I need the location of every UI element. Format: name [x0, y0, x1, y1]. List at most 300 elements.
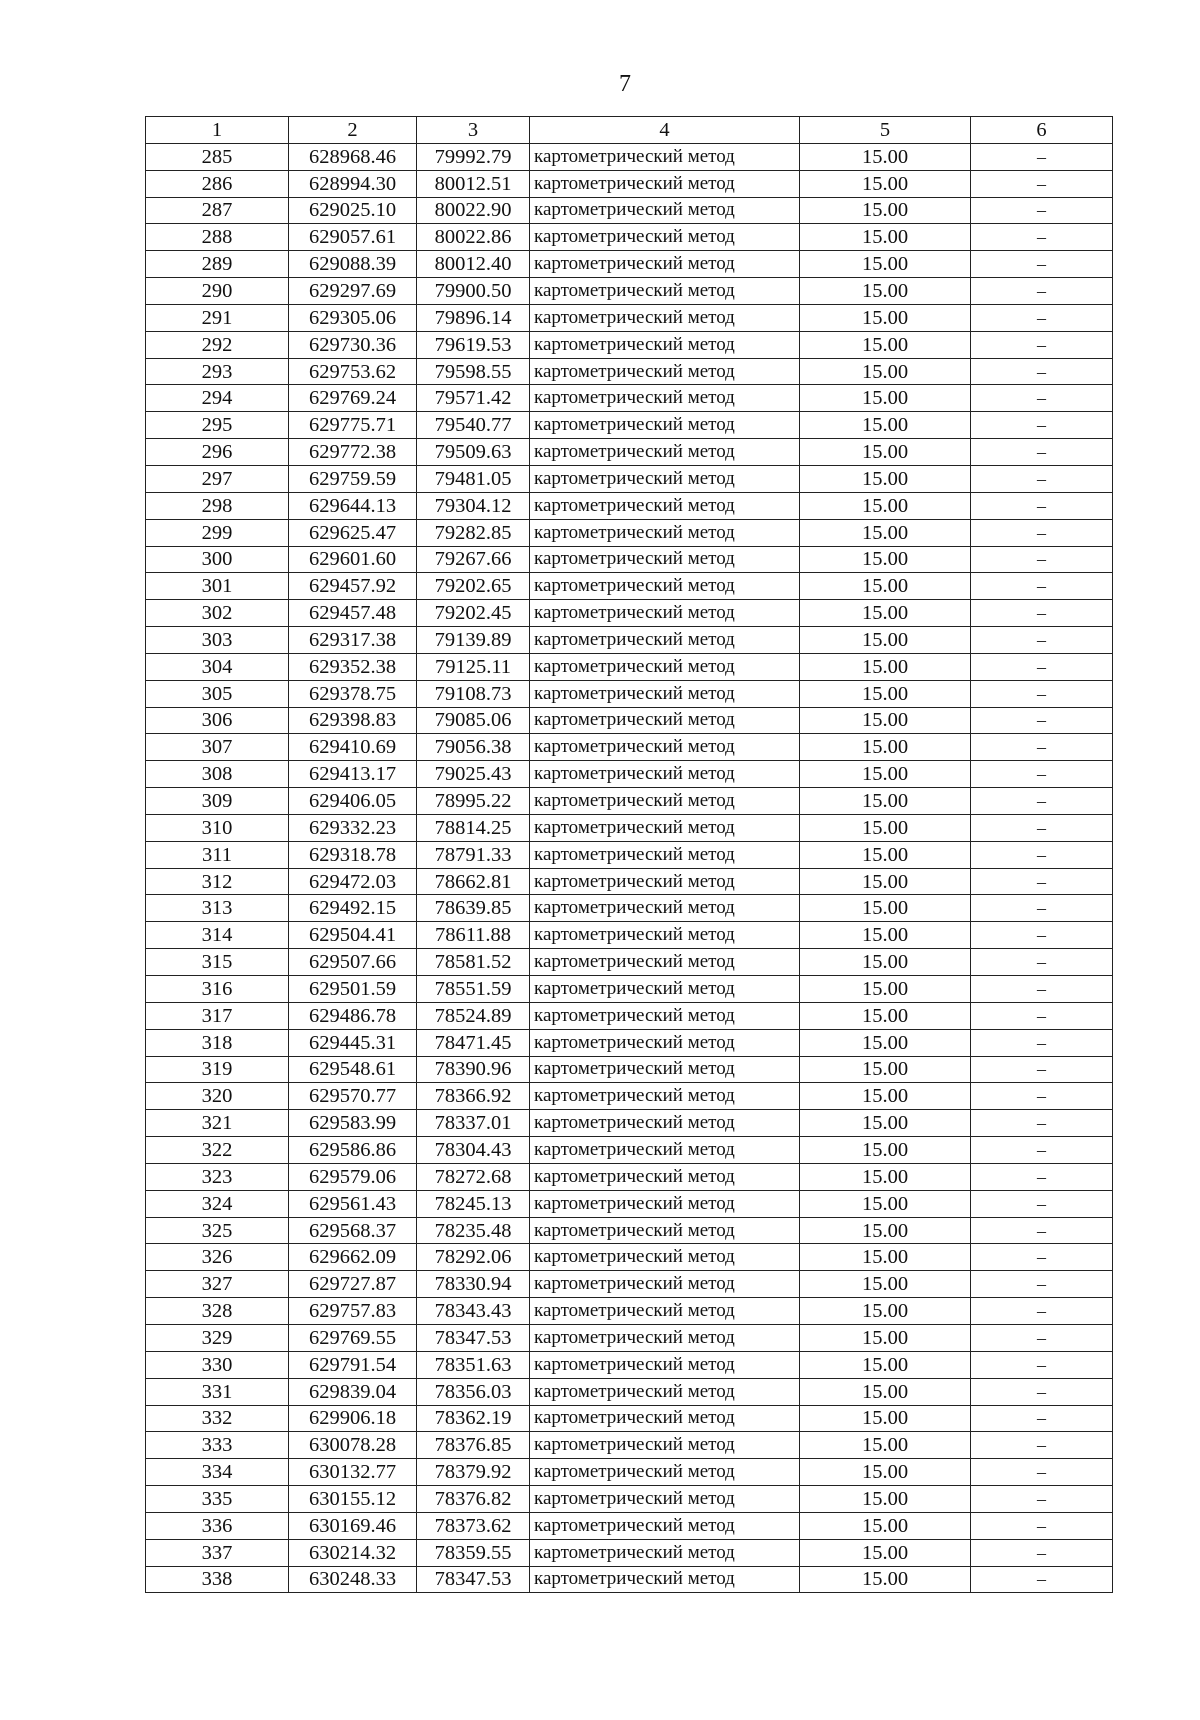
accuracy-cell: 15.00 — [800, 1083, 971, 1110]
method-cell: картометрический метод — [530, 814, 800, 841]
table-row — [146, 278, 1113, 305]
column-header-5: 5 — [800, 117, 971, 144]
point-number-cell: 331 — [146, 1378, 289, 1405]
table-row — [146, 1378, 1113, 1405]
table-row — [146, 680, 1113, 707]
y-coordinate-cell: 79540.77 — [417, 412, 530, 439]
accuracy-cell: 15.00 — [800, 1137, 971, 1164]
description-cell: – — [971, 170, 1113, 197]
table-row — [146, 1539, 1113, 1566]
x-coordinate-cell: 630214.32 — [289, 1539, 417, 1566]
table-row — [146, 949, 1113, 976]
x-coordinate-cell: 628994.30 — [289, 170, 417, 197]
x-coordinate-cell: 629501.59 — [289, 976, 417, 1003]
x-coordinate-cell: 629332.23 — [289, 814, 417, 841]
point-number-cell: 329 — [146, 1324, 289, 1351]
accuracy-cell: 15.00 — [800, 1244, 971, 1271]
y-coordinate-cell: 78330.94 — [417, 1271, 530, 1298]
accuracy-cell: 15.00 — [800, 976, 971, 1003]
y-coordinate-cell: 78351.63 — [417, 1351, 530, 1378]
table-row — [146, 1029, 1113, 1056]
table-row — [146, 358, 1113, 385]
method-cell: картометрический метод — [530, 492, 800, 519]
accuracy-cell: 15.00 — [800, 1351, 971, 1378]
description-cell: – — [971, 680, 1113, 707]
description-cell: – — [971, 1324, 1113, 1351]
accuracy-cell: 15.00 — [800, 304, 971, 331]
x-coordinate-cell: 629601.60 — [289, 546, 417, 573]
point-number-cell: 306 — [146, 707, 289, 734]
x-coordinate-cell: 629504.41 — [289, 922, 417, 949]
x-coordinate-cell: 629579.06 — [289, 1163, 417, 1190]
y-coordinate-cell: 78343.43 — [417, 1298, 530, 1325]
point-number-cell: 326 — [146, 1244, 289, 1271]
description-cell: – — [971, 278, 1113, 305]
x-coordinate-cell: 629727.87 — [289, 1271, 417, 1298]
description-cell: – — [971, 573, 1113, 600]
accuracy-cell: 15.00 — [800, 546, 971, 573]
accuracy-cell: 15.00 — [800, 465, 971, 492]
table-row — [146, 573, 1113, 600]
method-cell: картометрический метод — [530, 465, 800, 492]
y-coordinate-cell: 79900.50 — [417, 278, 530, 305]
y-coordinate-cell: 79025.43 — [417, 761, 530, 788]
table-row — [146, 170, 1113, 197]
description-cell: – — [971, 1190, 1113, 1217]
description-cell: – — [971, 1378, 1113, 1405]
point-number-cell: 314 — [146, 922, 289, 949]
description-cell: – — [971, 653, 1113, 680]
table-row — [146, 1459, 1113, 1486]
table-row — [146, 600, 1113, 627]
x-coordinate-cell: 629472.03 — [289, 868, 417, 895]
y-coordinate-cell: 78292.06 — [417, 1244, 530, 1271]
point-number-cell: 298 — [146, 492, 289, 519]
description-cell: – — [971, 1056, 1113, 1083]
table-row — [146, 1324, 1113, 1351]
accuracy-cell: 15.00 — [800, 814, 971, 841]
table-row — [146, 1163, 1113, 1190]
y-coordinate-cell: 78791.33 — [417, 841, 530, 868]
point-number-cell: 305 — [146, 680, 289, 707]
table-row — [146, 761, 1113, 788]
x-coordinate-cell: 629753.62 — [289, 358, 417, 385]
description-cell: – — [971, 949, 1113, 976]
point-number-cell: 300 — [146, 546, 289, 573]
point-number-cell: 309 — [146, 788, 289, 815]
point-number-cell: 315 — [146, 949, 289, 976]
method-cell: картометрический метод — [530, 1539, 800, 1566]
x-coordinate-cell: 630155.12 — [289, 1486, 417, 1513]
x-coordinate-cell: 628968.46 — [289, 143, 417, 170]
accuracy-cell: 15.00 — [800, 358, 971, 385]
point-number-cell: 330 — [146, 1351, 289, 1378]
point-number-cell: 299 — [146, 519, 289, 546]
table-row — [146, 868, 1113, 895]
accuracy-cell: 15.00 — [800, 1459, 971, 1486]
description-cell: – — [971, 1539, 1113, 1566]
table-row — [146, 1244, 1113, 1271]
method-cell: картометрический метод — [530, 519, 800, 546]
method-cell: картометрический метод — [530, 251, 800, 278]
description-cell: – — [971, 251, 1113, 278]
point-number-cell: 307 — [146, 734, 289, 761]
description-cell: – — [971, 707, 1113, 734]
table-row — [146, 976, 1113, 1003]
y-coordinate-cell: 79509.63 — [417, 439, 530, 466]
table-row — [146, 1056, 1113, 1083]
accuracy-cell: 15.00 — [800, 1110, 971, 1137]
table-row — [146, 465, 1113, 492]
accuracy-cell: 15.00 — [800, 492, 971, 519]
point-number-cell: 319 — [146, 1056, 289, 1083]
column-header-3: 3 — [417, 117, 530, 144]
point-number-cell: 336 — [146, 1512, 289, 1539]
y-coordinate-cell: 79056.38 — [417, 734, 530, 761]
y-coordinate-cell: 79304.12 — [417, 492, 530, 519]
accuracy-cell: 15.00 — [800, 385, 971, 412]
accuracy-cell: 15.00 — [800, 627, 971, 654]
point-number-cell: 292 — [146, 331, 289, 358]
description-cell: – — [971, 1405, 1113, 1432]
x-coordinate-cell: 629507.66 — [289, 949, 417, 976]
description-cell: – — [971, 627, 1113, 654]
method-cell: картометрический метод — [530, 1271, 800, 1298]
description-cell: – — [971, 1566, 1113, 1593]
point-number-cell: 313 — [146, 895, 289, 922]
y-coordinate-cell: 78611.88 — [417, 922, 530, 949]
x-coordinate-cell: 629568.37 — [289, 1217, 417, 1244]
y-coordinate-cell: 79085.06 — [417, 707, 530, 734]
table-row — [146, 1190, 1113, 1217]
y-coordinate-cell: 78662.81 — [417, 868, 530, 895]
point-number-cell: 287 — [146, 197, 289, 224]
column-header-1: 1 — [146, 117, 289, 144]
description-cell: – — [971, 385, 1113, 412]
accuracy-cell: 15.00 — [800, 922, 971, 949]
accuracy-cell: 15.00 — [800, 1324, 971, 1351]
table-row — [146, 546, 1113, 573]
point-number-cell: 324 — [146, 1190, 289, 1217]
table-row — [146, 788, 1113, 815]
column-header-4: 4 — [530, 117, 800, 144]
method-cell: картометрический метод — [530, 1378, 800, 1405]
x-coordinate-cell: 629398.83 — [289, 707, 417, 734]
x-coordinate-cell: 629088.39 — [289, 251, 417, 278]
x-coordinate-cell: 629662.09 — [289, 1244, 417, 1271]
method-cell: картометрический метод — [530, 895, 800, 922]
accuracy-cell: 15.00 — [800, 1405, 971, 1432]
page-number: 7 — [619, 71, 631, 97]
table-row — [146, 1566, 1113, 1593]
table-row — [146, 385, 1113, 412]
accuracy-cell: 15.00 — [800, 1432, 971, 1459]
method-cell: картометрический метод — [530, 546, 800, 573]
x-coordinate-cell: 629413.17 — [289, 761, 417, 788]
x-coordinate-cell: 629457.92 — [289, 573, 417, 600]
method-cell: картометрический метод — [530, 143, 800, 170]
method-cell: картометрический метод — [530, 1163, 800, 1190]
accuracy-cell: 15.00 — [800, 197, 971, 224]
method-cell: картометрический метод — [530, 653, 800, 680]
method-cell: картометрический метод — [530, 358, 800, 385]
accuracy-cell: 15.00 — [800, 1298, 971, 1325]
method-cell: картометрический метод — [530, 1298, 800, 1325]
y-coordinate-cell: 79267.66 — [417, 546, 530, 573]
y-coordinate-cell: 79202.45 — [417, 600, 530, 627]
x-coordinate-cell: 630169.46 — [289, 1512, 417, 1539]
method-cell: картометрический метод — [530, 680, 800, 707]
accuracy-cell: 15.00 — [800, 143, 971, 170]
method-cell: картометрический метод — [530, 841, 800, 868]
point-number-cell: 327 — [146, 1271, 289, 1298]
table-row — [146, 1512, 1113, 1539]
point-number-cell: 311 — [146, 841, 289, 868]
point-number-cell: 321 — [146, 1110, 289, 1137]
x-coordinate-cell: 629839.04 — [289, 1378, 417, 1405]
accuracy-cell: 15.00 — [800, 331, 971, 358]
y-coordinate-cell: 79202.65 — [417, 573, 530, 600]
description-cell: – — [971, 1083, 1113, 1110]
point-number-cell: 295 — [146, 412, 289, 439]
method-cell: картометрический метод — [530, 1324, 800, 1351]
y-coordinate-cell: 78366.92 — [417, 1083, 530, 1110]
accuracy-cell: 15.00 — [800, 1512, 971, 1539]
description-cell: – — [971, 868, 1113, 895]
x-coordinate-cell: 629561.43 — [289, 1190, 417, 1217]
accuracy-cell: 15.00 — [800, 1190, 971, 1217]
accuracy-cell: 15.00 — [800, 1378, 971, 1405]
description-cell: – — [971, 1002, 1113, 1029]
point-number-cell: 323 — [146, 1163, 289, 1190]
point-number-cell: 291 — [146, 304, 289, 331]
x-coordinate-cell: 629057.61 — [289, 224, 417, 251]
x-coordinate-cell: 629791.54 — [289, 1351, 417, 1378]
accuracy-cell: 15.00 — [800, 734, 971, 761]
y-coordinate-cell: 78362.19 — [417, 1405, 530, 1432]
method-cell: картометрический метод — [530, 304, 800, 331]
y-coordinate-cell: 79598.55 — [417, 358, 530, 385]
point-number-cell: 294 — [146, 385, 289, 412]
description-cell: – — [971, 1459, 1113, 1486]
description-cell: – — [971, 1029, 1113, 1056]
accuracy-cell: 15.00 — [800, 1002, 971, 1029]
table-row — [146, 814, 1113, 841]
x-coordinate-cell: 629025.10 — [289, 197, 417, 224]
method-cell: картометрический метод — [530, 627, 800, 654]
table-row — [146, 251, 1113, 278]
method-cell: картометрический метод — [530, 761, 800, 788]
description-cell: – — [971, 1110, 1113, 1137]
column-header-6: 6 — [971, 117, 1113, 144]
description-cell: – — [971, 492, 1113, 519]
point-number-cell: 297 — [146, 465, 289, 492]
accuracy-cell: 15.00 — [800, 1486, 971, 1513]
column-header-2: 2 — [289, 117, 417, 144]
y-coordinate-cell: 78995.22 — [417, 788, 530, 815]
x-coordinate-cell: 629486.78 — [289, 1002, 417, 1029]
method-cell: картометрический метод — [530, 868, 800, 895]
point-number-cell: 304 — [146, 653, 289, 680]
y-coordinate-cell: 78347.53 — [417, 1566, 530, 1593]
table-row — [146, 143, 1113, 170]
table-row — [146, 1405, 1113, 1432]
y-coordinate-cell: 78272.68 — [417, 1163, 530, 1190]
y-coordinate-cell: 78814.25 — [417, 814, 530, 841]
y-coordinate-cell: 78581.52 — [417, 949, 530, 976]
method-cell: картометрический метод — [530, 439, 800, 466]
description-cell: – — [971, 1298, 1113, 1325]
method-cell: картометрический метод — [530, 707, 800, 734]
point-number-cell: 320 — [146, 1083, 289, 1110]
y-coordinate-cell: 78379.92 — [417, 1459, 530, 1486]
y-coordinate-cell: 78235.48 — [417, 1217, 530, 1244]
description-cell: – — [971, 358, 1113, 385]
point-number-cell: 338 — [146, 1566, 289, 1593]
x-coordinate-cell: 629492.15 — [289, 895, 417, 922]
y-coordinate-cell: 79108.73 — [417, 680, 530, 707]
accuracy-cell: 15.00 — [800, 278, 971, 305]
x-coordinate-cell: 630078.28 — [289, 1432, 417, 1459]
point-number-cell: 293 — [146, 358, 289, 385]
description-cell: – — [971, 197, 1113, 224]
description-cell: – — [971, 546, 1113, 573]
description-cell: – — [971, 143, 1113, 170]
point-number-cell: 318 — [146, 1029, 289, 1056]
y-coordinate-cell: 79619.53 — [417, 331, 530, 358]
x-coordinate-cell: 629305.06 — [289, 304, 417, 331]
y-coordinate-cell: 78471.45 — [417, 1029, 530, 1056]
y-coordinate-cell: 80012.51 — [417, 170, 530, 197]
description-cell: – — [971, 895, 1113, 922]
y-coordinate-cell: 78376.82 — [417, 1486, 530, 1513]
x-coordinate-cell: 629644.13 — [289, 492, 417, 519]
description-cell: – — [971, 1512, 1113, 1539]
point-number-cell: 296 — [146, 439, 289, 466]
accuracy-cell: 15.00 — [800, 1271, 971, 1298]
table-body — [146, 143, 1113, 1593]
x-coordinate-cell: 629772.38 — [289, 439, 417, 466]
method-cell: картометрический метод — [530, 1083, 800, 1110]
y-coordinate-cell: 79571.42 — [417, 385, 530, 412]
y-coordinate-cell: 78376.85 — [417, 1432, 530, 1459]
table-row — [146, 895, 1113, 922]
y-coordinate-cell: 79282.85 — [417, 519, 530, 546]
x-coordinate-cell: 629769.55 — [289, 1324, 417, 1351]
method-cell: картометрический метод — [530, 1459, 800, 1486]
y-coordinate-cell: 78639.85 — [417, 895, 530, 922]
x-coordinate-cell: 629297.69 — [289, 278, 417, 305]
table-row — [146, 1351, 1113, 1378]
description-cell: – — [971, 600, 1113, 627]
x-coordinate-cell: 629775.71 — [289, 412, 417, 439]
y-coordinate-cell: 79481.05 — [417, 465, 530, 492]
x-coordinate-cell: 629406.05 — [289, 788, 417, 815]
accuracy-cell: 15.00 — [800, 573, 971, 600]
description-cell: – — [971, 331, 1113, 358]
accuracy-cell: 15.00 — [800, 1163, 971, 1190]
y-coordinate-cell: 80022.86 — [417, 224, 530, 251]
point-number-cell: 302 — [146, 600, 289, 627]
x-coordinate-cell: 629352.38 — [289, 653, 417, 680]
point-number-cell: 308 — [146, 761, 289, 788]
accuracy-cell: 15.00 — [800, 600, 971, 627]
method-cell: картометрический метод — [530, 1244, 800, 1271]
method-cell: картометрический метод — [530, 412, 800, 439]
x-coordinate-cell: 629457.48 — [289, 600, 417, 627]
point-number-cell: 285 — [146, 143, 289, 170]
description-cell: – — [971, 1163, 1113, 1190]
y-coordinate-cell: 79125.11 — [417, 653, 530, 680]
y-coordinate-cell: 79992.79 — [417, 143, 530, 170]
method-cell: картометрический метод — [530, 1351, 800, 1378]
x-coordinate-cell: 630132.77 — [289, 1459, 417, 1486]
point-number-cell: 289 — [146, 251, 289, 278]
description-cell: – — [971, 761, 1113, 788]
method-cell: картометрический метод — [530, 331, 800, 358]
point-number-cell: 328 — [146, 1298, 289, 1325]
table-row — [146, 734, 1113, 761]
description-cell: – — [971, 1217, 1113, 1244]
method-cell: картометрический метод — [530, 734, 800, 761]
x-coordinate-cell: 630248.33 — [289, 1566, 417, 1593]
table-row — [146, 627, 1113, 654]
table-row — [146, 1432, 1113, 1459]
method-cell: картометрический метод — [530, 922, 800, 949]
point-number-cell: 322 — [146, 1137, 289, 1164]
description-cell: – — [971, 814, 1113, 841]
method-cell: картометрический метод — [530, 1217, 800, 1244]
description-cell: – — [971, 976, 1113, 1003]
method-cell: картометрический метод — [530, 197, 800, 224]
accuracy-cell: 15.00 — [800, 1029, 971, 1056]
table-header-row — [146, 117, 1113, 144]
table-row — [146, 841, 1113, 868]
method-cell: картометрический метод — [530, 1190, 800, 1217]
description-cell: – — [971, 788, 1113, 815]
y-coordinate-cell: 80022.90 — [417, 197, 530, 224]
accuracy-cell: 15.00 — [800, 949, 971, 976]
method-cell: картометрический метод — [530, 788, 800, 815]
method-cell: картометрический метод — [530, 949, 800, 976]
method-cell: картометрический метод — [530, 278, 800, 305]
table-row — [146, 1271, 1113, 1298]
description-cell: – — [971, 465, 1113, 492]
accuracy-cell: 15.00 — [800, 170, 971, 197]
accuracy-cell: 15.00 — [800, 761, 971, 788]
x-coordinate-cell: 629583.99 — [289, 1110, 417, 1137]
point-number-cell: 335 — [146, 1486, 289, 1513]
table-row — [146, 1083, 1113, 1110]
table-row — [146, 197, 1113, 224]
method-cell: картометрический метод — [530, 1432, 800, 1459]
accuracy-cell: 15.00 — [800, 868, 971, 895]
description-cell: – — [971, 439, 1113, 466]
point-number-cell: 303 — [146, 627, 289, 654]
method-cell: картометрический метод — [530, 1029, 800, 1056]
table-row — [146, 1217, 1113, 1244]
accuracy-cell: 15.00 — [800, 412, 971, 439]
method-cell: картометрический метод — [530, 976, 800, 1003]
table-row — [146, 492, 1113, 519]
x-coordinate-cell: 629906.18 — [289, 1405, 417, 1432]
x-coordinate-cell: 629378.75 — [289, 680, 417, 707]
accuracy-cell: 15.00 — [800, 439, 971, 466]
description-cell: – — [971, 1432, 1113, 1459]
table-row — [146, 1002, 1113, 1029]
table-row — [146, 331, 1113, 358]
y-coordinate-cell: 78551.59 — [417, 976, 530, 1003]
